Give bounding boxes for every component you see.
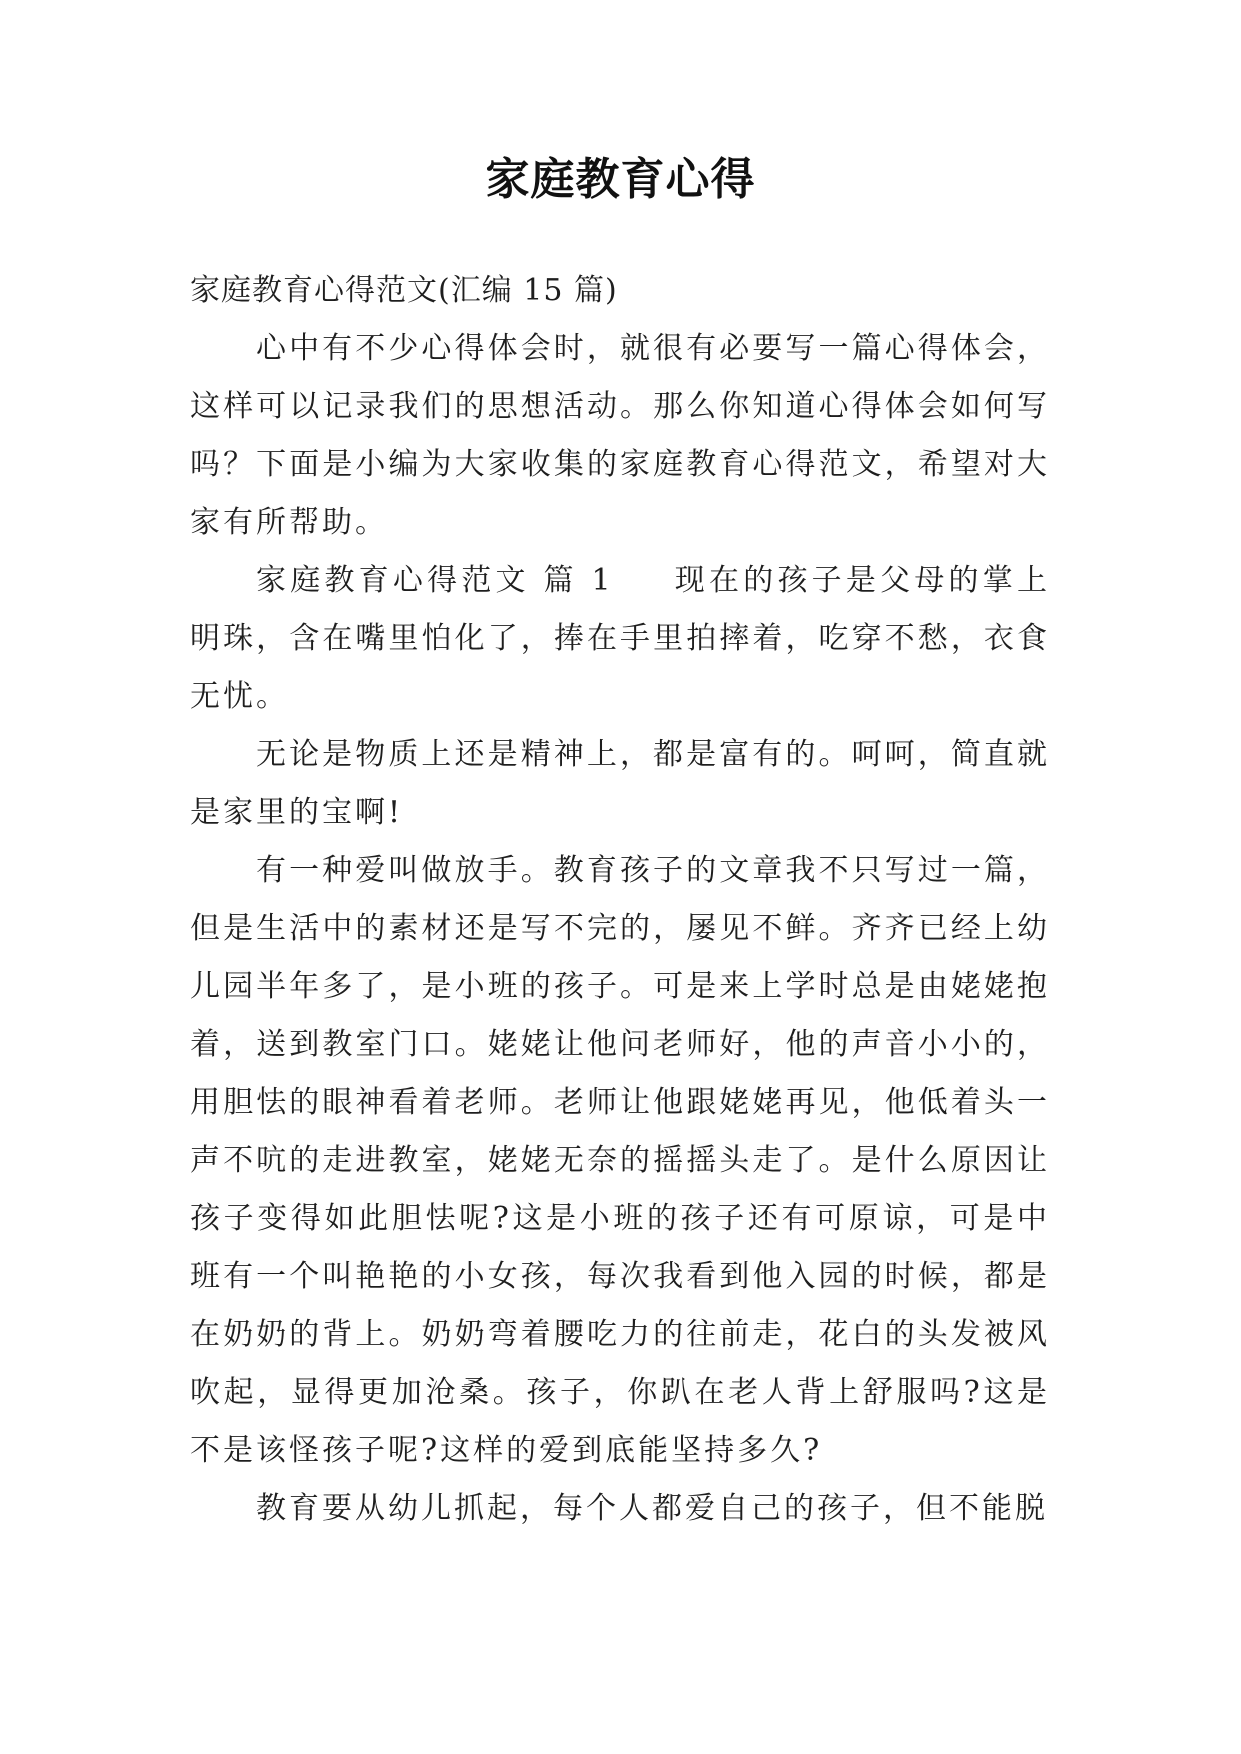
section-1-heading: 家庭教育心得范文 篇 1 bbox=[256, 563, 614, 598]
document-subtitle: 家庭教育心得范文(汇编 15 篇) bbox=[190, 273, 618, 308]
document-title: 家庭教育心得 bbox=[485, 154, 756, 205]
section-1-paragraph-4: 教育要从幼儿抓起，每个人都爱自己的孩子，但不能脱 bbox=[256, 1491, 1048, 1526]
section-1-paragraph-3: 有一种爱叫做放手。教育孩子的文章我不只写过一篇，但是生活中的素材还是写不完的，屡见不鲜。齐齐已经上幼儿园半年多了，是小班的孩子。可是来上学时总是由姥姥抱着，送到教室门口。姥姥让他问老师好，他的声音小小的，用胆怯的眼神看着老师。老师让他跟姥姥再见，他低着头一声不吭的走进教室，姥姥无奈的摇摇头走了。是什么原因让孩子变得如此胆怯呢?这是小班的孩子还有可原谅，可是中班有一个叫艳艳的小女孩，每次我看到他入园的时候，都是在奶奶的背上。奶奶弯着腰吃力的往前走，花白的头发被风吹起，显得更加沧桑。孩子，你趴在老人背上舒服吗?这是不是该怪孩子呢?这样的爱到底能坚持多久? bbox=[190, 853, 1050, 1468]
intro-paragraph: 心中有不少心得体会时，就很有必要写一篇心得体会，这样可以记录我们的思想活动。那么你知道心得体会如何写吗？下面是小编为大家收集的家庭教育心得范文，希望对大家有所帮助。 bbox=[190, 331, 1050, 540]
section-1-paragraph-2: 无论是物质上还是精神上，都是富有的。呵呵，简直就是家里的宝啊! bbox=[190, 737, 1050, 830]
document-body bbox=[190, 262, 1050, 1538]
section-1-paragraph-1 bbox=[190, 552, 1050, 726]
section-1-text-1: 现在的孩子是父母的掌上明珠，含在嘴里怕化了，捧在手里拍摔着，吃穿不愁，衣食无忧。 bbox=[190, 563, 1050, 714]
